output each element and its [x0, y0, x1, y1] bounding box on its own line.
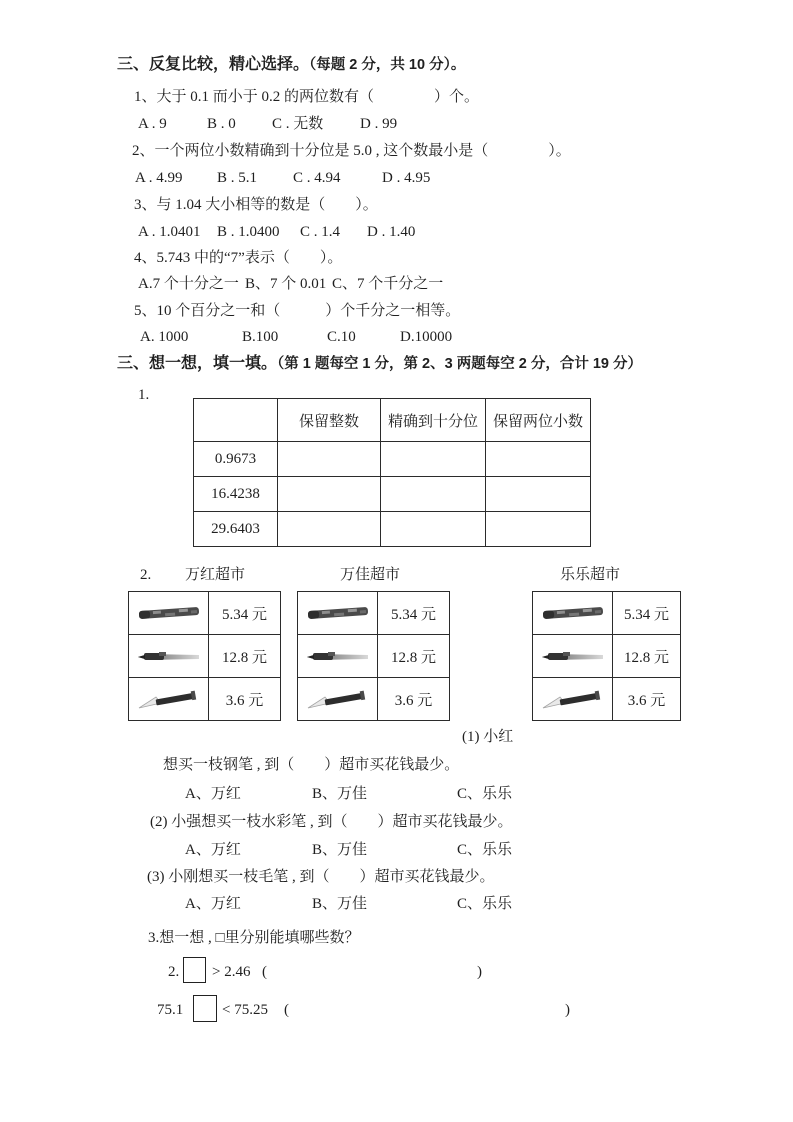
header-cell-blank — [194, 399, 278, 442]
sub-question-2-text: (2) 小强想买一枝水彩笔 , 到（ ）超市买花钱最少。 — [150, 814, 513, 830]
sub-question-2-option-b: B、万佳 — [312, 842, 368, 858]
supermarket-title-lele: 乐乐超市 — [560, 567, 621, 583]
table-row — [298, 592, 450, 635]
price-cell: 12.8 元 — [613, 635, 681, 678]
blank-cell — [381, 477, 486, 512]
row-value: 29.6403 — [194, 512, 278, 547]
brush-pen-icon — [540, 686, 606, 712]
question-2-option-b: B . 5.1 — [217, 170, 258, 186]
table-row — [533, 635, 681, 678]
item-3-text: 3.想一想 , □里分别能填哪些数？ — [148, 930, 360, 946]
question-3-option-d: D . 1.40 — [367, 224, 416, 240]
table-row — [194, 477, 591, 512]
supermarket-title-wanjia: 万佳超市 — [340, 567, 401, 583]
table-row — [129, 678, 281, 721]
marker-pen-icon — [136, 605, 202, 621]
rounding-table — [193, 398, 591, 547]
header-cell-hundredth: 保留两位小数 — [486, 399, 591, 442]
sub-question-1-text: 想买一枝钢笔 , 到（ ）超市买花钱最少。 — [163, 757, 460, 773]
fill-section-heading — [117, 354, 642, 374]
fountain-pen-icon — [540, 648, 606, 664]
question-2-option-c: C . 4.94 — [293, 170, 341, 186]
question-1-option-b: B . 0 — [207, 116, 236, 132]
row-value: 0.9673 — [194, 442, 278, 477]
sub-question-3-option-b: B、万佳 — [312, 896, 368, 912]
table-row — [129, 592, 281, 635]
question-1-option-a: A . 9 — [138, 116, 167, 132]
question-4-option-c: C、7 个千分之一 — [332, 276, 444, 292]
question-5-option-a: A. 1000 — [140, 329, 189, 345]
blank-cell — [381, 512, 486, 547]
sub-question-3-text: (3) 小刚想买一枝毛笔 , 到（ ）超市买花钱最少。 — [147, 869, 495, 885]
inequality-1-paren-close: ) — [477, 964, 482, 980]
price-cell: 12.8 元 — [378, 635, 450, 678]
sub-question-1-option-c: C、乐乐 — [457, 786, 513, 802]
brush-pen-icon — [136, 686, 202, 712]
answer-box — [183, 957, 206, 983]
row-value: 16.4238 — [194, 477, 278, 512]
question-1-text: 1、大于 0.1 而小于 0.2 的两位数有（ ）个。 — [134, 89, 480, 105]
blank-cell — [486, 477, 591, 512]
question-4-option-a: A.7 个十分之一 — [138, 276, 239, 292]
shop-table-wanhong — [128, 591, 281, 721]
table-row — [298, 678, 450, 721]
blank-cell — [486, 442, 591, 477]
price-cell: 3.6 元 — [209, 678, 281, 721]
sub-question-2-option-c: C、乐乐 — [457, 842, 513, 858]
question-1-option-c: C . 无数 — [272, 116, 324, 132]
sub-question-1-option-b: B、万佳 — [312, 786, 368, 802]
table-row — [298, 635, 450, 678]
supermarket-title-wanhong: 万红超市 — [185, 567, 246, 583]
header-cell-tenth: 精确到十分位 — [381, 399, 486, 442]
question-3-option-b: B . 1.0400 — [217, 224, 280, 240]
answer-box — [193, 995, 217, 1022]
sub-question-3-option-a: A、万红 — [185, 896, 241, 912]
blank-cell — [486, 512, 591, 547]
price-cell: 5.34 元 — [209, 592, 281, 635]
header-cell-integer: 保留整数 — [278, 399, 381, 442]
table-row — [129, 635, 281, 678]
shop-table-lele — [532, 591, 681, 721]
choice-heading-text: 三、反复比较，精心选择。 — [117, 56, 310, 73]
question-4-option-b: B、7 个 0.01 — [245, 276, 327, 292]
question-5-option-d: D.10000 — [400, 329, 453, 345]
blank-cell — [278, 477, 381, 512]
choice-section-heading — [117, 55, 465, 75]
inequality-1-prefix: 2. — [168, 964, 180, 980]
brush-pen-icon — [305, 686, 371, 712]
table-row — [533, 678, 681, 721]
blank-cell — [278, 442, 381, 477]
choice-heading-note: （每题 2 分，共 10 分）。 — [309, 57, 466, 73]
question-2-option-a: A . 4.99 — [135, 170, 183, 186]
item-2-label: 2. — [140, 567, 152, 583]
price-cell: 5.34 元 — [613, 592, 681, 635]
fill-heading-text: 三、想一想，填一填。 — [117, 355, 278, 372]
table-row — [533, 592, 681, 635]
question-5-option-b: B.100 — [242, 329, 279, 345]
price-cell: 3.6 元 — [378, 678, 450, 721]
fountain-pen-icon — [136, 648, 202, 664]
shop-table-wanjia — [297, 591, 450, 721]
question-2-text: 2、一个两位小数精确到十分位是 5.0 , 这个数最小是（ ）。 — [132, 143, 571, 159]
price-cell: 3.6 元 — [613, 678, 681, 721]
inequality-2-prefix: 75.1 — [157, 1002, 184, 1018]
sub-question-3-option-c: C、乐乐 — [457, 896, 513, 912]
question-1-option-d: D . 99 — [360, 116, 398, 132]
table-row — [194, 512, 591, 547]
marker-pen-icon — [540, 605, 606, 621]
table-header-row — [194, 399, 591, 442]
price-cell: 5.34 元 — [378, 592, 450, 635]
inequality-2-comparison: < 75.25 — [222, 1002, 268, 1018]
question-3-option-a: A . 1.0401 — [138, 224, 201, 240]
inequality-1-comparison: > 2.46 — [212, 964, 251, 980]
inequality-1-paren-open: ( — [262, 964, 267, 980]
inequality-2-paren-close: ) — [565, 1002, 570, 1018]
inequality-2-paren-open: ( — [284, 1002, 289, 1018]
question-3-option-c: C . 1.4 — [300, 224, 341, 240]
sub-question-1-option-a: A、万红 — [185, 786, 241, 802]
question-4-text: 4、5.743 中的“7”表示（ ）。 — [134, 250, 343, 266]
sub-question-1-prefix: (1) 小红 — [462, 729, 514, 745]
item-1-label: 1. — [138, 387, 150, 403]
question-5-text: 5、10 个百分之一和（ ）个千分之一相等。 — [134, 303, 461, 319]
question-3-text: 3、与 1.04 大小相等的数是（ ）。 — [134, 197, 378, 213]
fill-heading-note: （第 1 题每空 1 分，第 2、3 两题每空 2 分，合计 19 分） — [277, 356, 642, 372]
question-5-option-c: C.10 — [327, 329, 356, 345]
question-2-option-d: D . 4.95 — [382, 170, 431, 186]
blank-cell — [278, 512, 381, 547]
fountain-pen-icon — [305, 648, 371, 664]
table-row — [194, 442, 591, 477]
price-cell: 12.8 元 — [209, 635, 281, 678]
sub-question-2-option-a: A、万红 — [185, 842, 241, 858]
marker-pen-icon — [305, 605, 371, 621]
blank-cell — [381, 442, 486, 477]
